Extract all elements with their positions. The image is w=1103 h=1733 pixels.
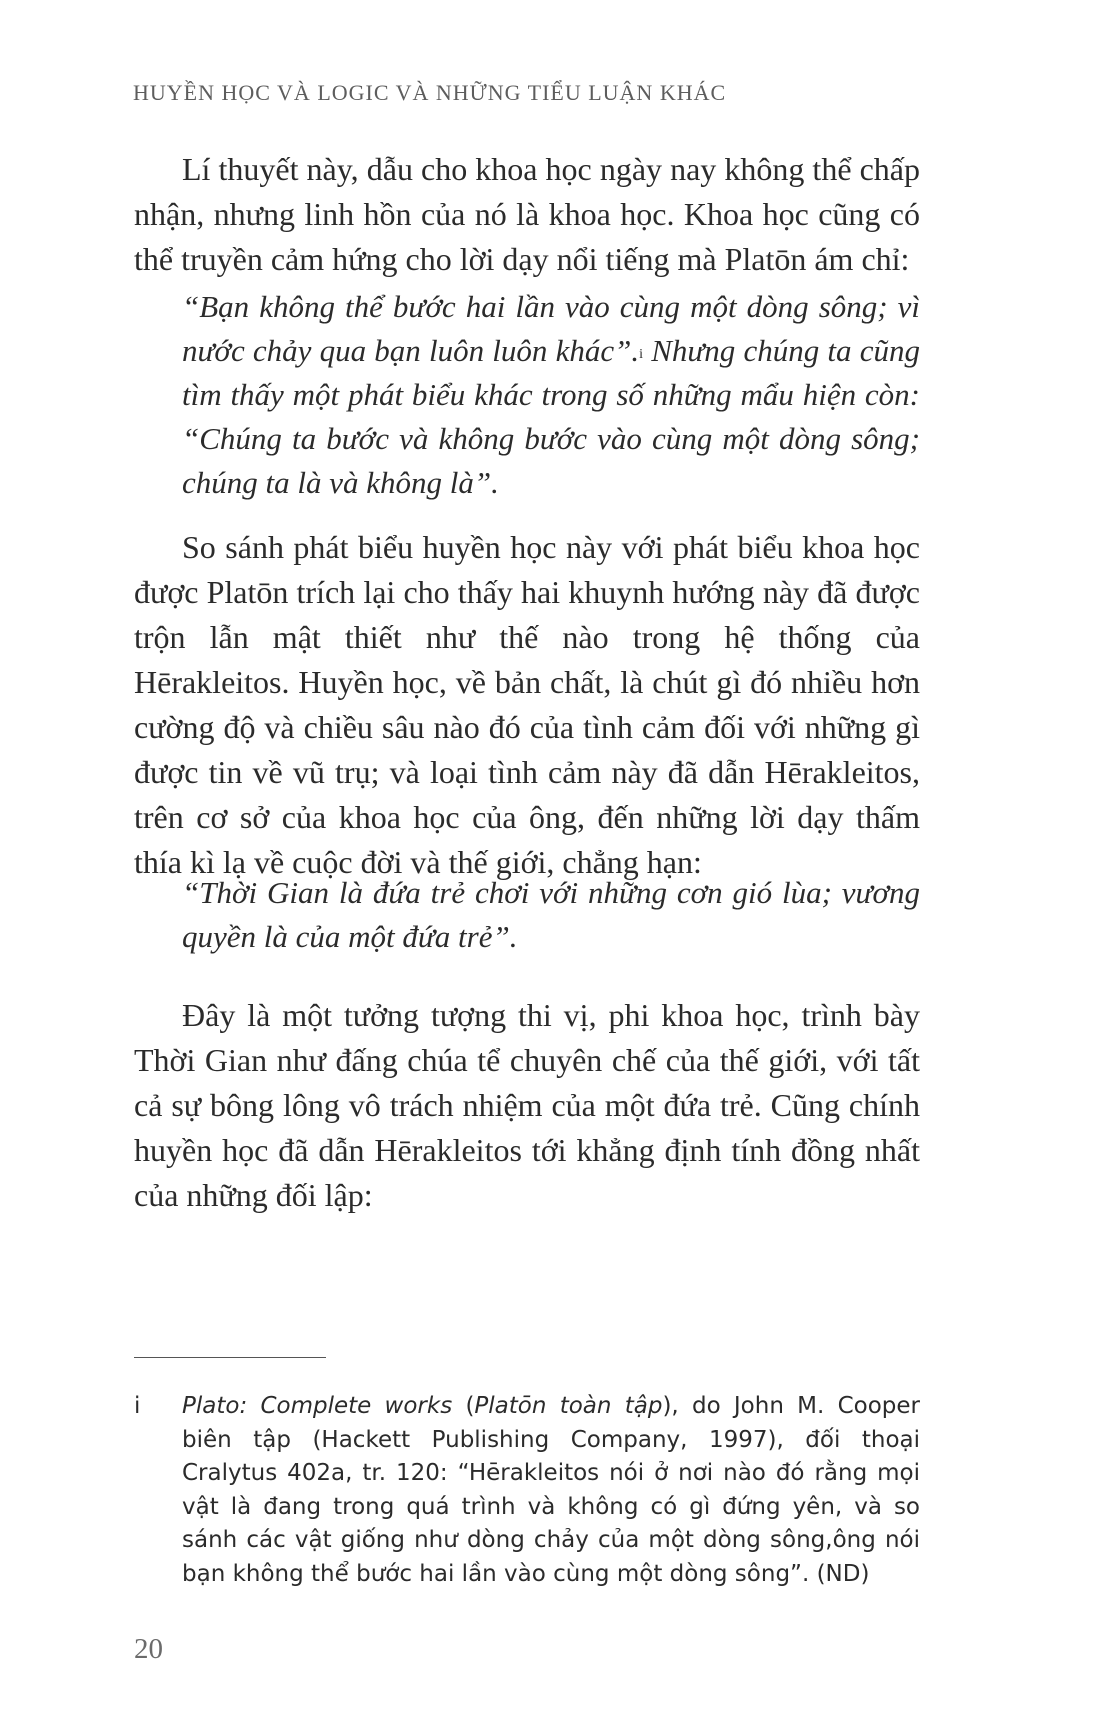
- body-paragraph-1: [134, 147, 920, 282]
- block-quote-1: [182, 285, 920, 505]
- footnote-title-vi: Platōn toàn tập: [474, 1393, 663, 1419]
- footnote: [134, 1390, 920, 1591]
- footnote-reference[interactable]: i: [639, 347, 644, 362]
- footnote-body: ), do John M. Cooper biên tập (Hackett Publishing Company, 1997), đối thoại Cralytus 402a, tr. 120: “Hērakleitos nói ở nơi nào đó rằng mọi vật là đang trong quá trình và không có gì đứng yên, và so sánh các vật giống như dòng chảy của một dòng sông,ông nói bạn không thể bước hai lần vào cùng một dòng sông”. (ND): [182, 1393, 920, 1587]
- footnote-title: Plato: Complete works: [182, 1393, 453, 1419]
- body-paragraph-3: [134, 993, 920, 1218]
- quote-text-continued: Nhưng chúng ta cũng tìm thấy một phát biểu khác trong số những mẩu hiện còn: “Chúng ta bước và không bước vào cùng một dòng sông; chúng ta là và không là”.: [182, 333, 921, 500]
- quote-text: “Thời Gian là đứa trẻ chơi với những cơn gió lùa; vương quyền là của một đứa trẻ”.: [182, 875, 920, 954]
- paragraph-text: Lí thuyết này, dẫu cho khoa học ngày nay không thể chấp nhận, nhưng linh hồn của nó là khoa học. Khoa học cũng có thể truyền cảm hứng cho lời dạy nổi tiếng mà Platōn ám chỉ:: [134, 151, 920, 277]
- footnote-text: [182, 1390, 920, 1591]
- footnote-marker: i: [134, 1393, 141, 1419]
- paragraph-text: So sánh phát biểu huyền học này với phát biểu khoa học được Platōn trích lại cho thấy hai khuynh hướng này đã được trộn lẫn mật thiết như thế nào trong hệ thống của Hērakleitos. Huyền học, về bản chất, là chút gì đó nhiều hơn cường độ và chiều sâu nào đó của tình cảm đối với những gì được tin về vũ trụ; và loại tình cảm này đã dẫn Hērakleitos, trên cơ sở của khoa học của ông, đến những lời dạy thấm thía kì lạ về cuộc đời và thế giới, chẳng hạn:: [134, 529, 920, 880]
- body-paragraph-2: [134, 525, 920, 885]
- footnote-divider: [134, 1357, 326, 1358]
- block-quote-2: [182, 871, 920, 959]
- paragraph-text: Đây là một tưởng tượng thi vị, phi khoa học, trình bày Thời Gian như đấng chúa tể chuyên chế của thế giới, với tất cả sự bông lông vô trách nhiệm của một đứa trẻ. Cũng chính huyền học đã dẫn Hērakleitos tới khẳng định tính đồng nhất của những đối lập:: [134, 997, 920, 1213]
- quote-text: “Bạn không thể bước hai lần vào cùng một dòng sông; vì nước chảy qua bạn luôn luôn khác”.: [182, 289, 920, 368]
- footnote-paren: (: [452, 1393, 475, 1419]
- running-header: HUYỀN HỌC VÀ LOGIC VÀ NHỮNG TIỂU LUẬN KHÁC: [133, 80, 727, 105]
- page-number: 20: [134, 1633, 163, 1665]
